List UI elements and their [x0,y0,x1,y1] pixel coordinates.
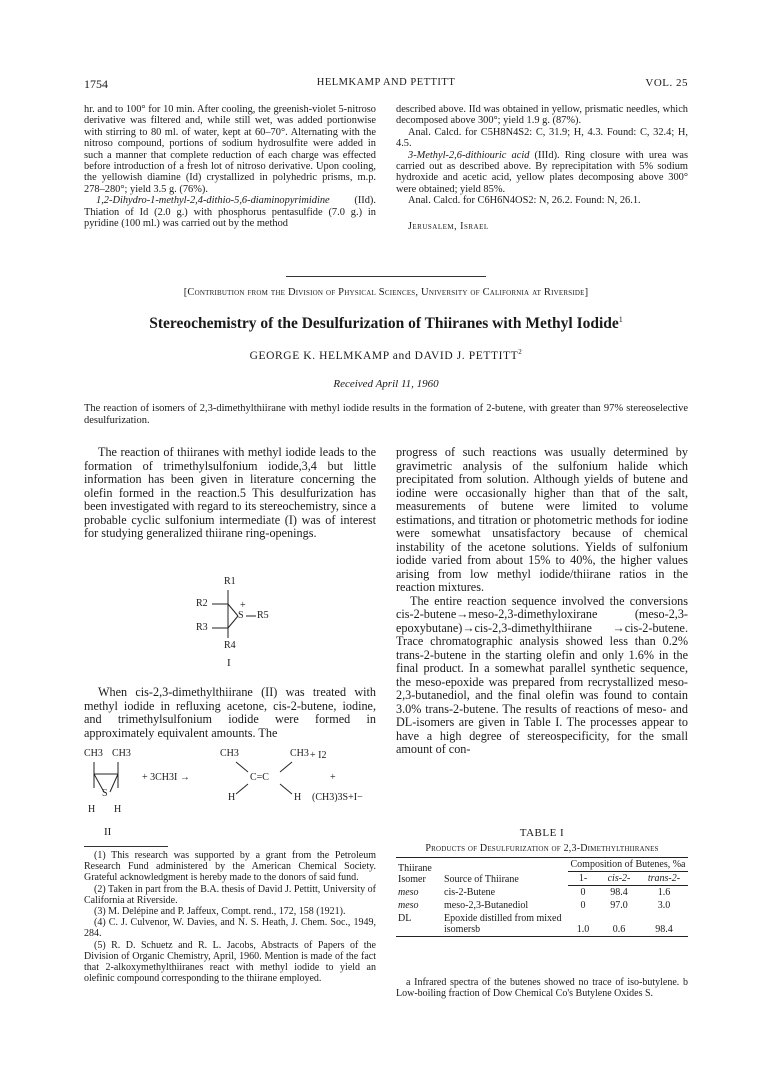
table-title: TABLE I [519,827,565,839]
subheader-trans: trans-2- [640,872,688,886]
substituent-r3: R3 [196,622,208,633]
footnote-2: (2) Taken in part from the B.A. thesis of David J. Pettitt, University of California at Riverside. [84,883,376,906]
contribution-line: [Contribution from the Division of Physical Sciences, University of California at Riverside] [183,287,589,298]
column-header-source: Source of Thiirane [442,858,568,886]
analysis-line-2: Anal. Calcd. for C6H6N4OS2: N, 26.2. Found: N, 26.1. [408,195,641,207]
section-divider [286,276,486,277]
compound-heading: 1,2-Dihydro-1-methyl-2,4-dithio-5,6-diaminopyrimidine [96,195,330,207]
substituent-r4: R4 [224,640,236,651]
previous-article-left-column [84,104,376,229]
column-header-isomer: Thiirane Isomer [396,858,442,886]
sequence-paragraph: The entire reaction sequence involved the conversions cis-2-butene→meso-2,3-dimethyloxirane (meso-2,3-epoxybutane)→cis-2,3-dimethylthiirane →cis-2-butene. Trace chromatographic analysis showed less than 0.2% trans-2-butene in the starting olefin and only 1.6% in the final product. In a somewhat parallel synthetic sequence, the meso-epoxide was prepared from recrystallized meso-2,3-butanediol, and the final olefin was found to contain 3.0% trans-2-butene. The results of reactions of meso- and DL-isomers are given in Table I. The processes appear to have a high degree of stereospecificity, for the small amount of con- [396,593,688,756]
title-footnote-mark: 1 [618,315,623,324]
results-table [396,857,688,937]
table-notes [396,977,688,999]
body-left-column [84,446,376,541]
table-footnote: a Infrared spectra of the butenes showed no trace of iso-butylene. b Low-boiling fraction of Dow Chemical Co's Butylene Oxides S. [396,977,688,1000]
table-header-row [396,858,688,872]
cell-source: Epoxide distilled from mixed isomersb [442,912,568,937]
compound-text-2: (IIId). Ring closure with urea was carried out as described above. By reprecipitation with 5% sodium hydroxide and acetic acid, yellow plates decomposing above 300° were obtained; yield 85%. [396,149,688,195]
cell-source: cis-2-Butene [444,886,496,898]
subheader-1-butene: 1- [568,872,598,886]
substituent-r1: R1 [224,576,236,587]
hydrogen-b: H [114,804,122,815]
body-left-paragraph-2 [84,686,376,740]
substituent-r5: R5 [257,610,269,621]
substituent-r2: R2 [196,598,208,609]
column-header-composition: Composition of Butenes, %a [568,858,688,872]
iodine-product: + I2 [310,750,327,761]
page-number: 1754 [84,77,108,91]
running-title: HELMKAMP AND PETTITT [316,77,456,88]
hydrogen-d: H [294,792,302,803]
intro-paragraph: The reaction of thiiranes with methyl iodide leads to the formation of trimethylsulfonium iodide,3,4 but little information has been given in literature concerning the olefin formed in the reaction.5 This desulfurization has been investigated with regard to its stereochemistry, since a probable cyclic sulfonium intermediate (I) was of interest for studying generalized thiirane ring-openings. [84,445,376,540]
analysis-line: Anal. Calcd. for C5H8N4S2: C, 31.9; H, 4.3. Found: C, 32.4; H, 4.5. [396,126,688,150]
methyl-a: CH3 [84,748,103,759]
abstract: The reaction of isomers of 2,3-dimethylthiirane with methyl iodide results in the formation of 2-butene, with greater than 97% stereoselective desulfurization. [84,403,688,426]
cell-1-butene: 0 [580,887,586,898]
table-caption: Products of Desulfurization of 2,3-Dimethylthiiranes [425,843,659,854]
running-head [84,77,688,93]
cell-1-butene: 1.0 [568,912,598,937]
structure-I [190,576,270,651]
compound-paragraph: (IId). Thiation of Id (2.0 g.) with phosphorus pentasulfide (7.0 g.) in pyridine (100 ml.) was carried out by the method [84,195,376,230]
compound-heading-paragraph [84,195,376,229]
author-location: Jerusalem, Israel [408,220,489,232]
table-row [396,912,688,937]
cell-isomer: meso [398,886,419,898]
cell-isomer: meso [398,900,419,911]
sulfur-atom: S [238,610,244,621]
methyl-b: CH3 [112,748,131,759]
footnote-4: (4) C. J. Culvenor, W. Davies, and N. S. Heath, J. Chem. Soc., 1949, 284. [84,917,376,940]
structure-II-label: II [104,826,112,838]
volume-label: VOL. 25 [645,77,688,89]
footnote-rule [84,846,168,847]
article-title-text: Stereochemistry of the Desulfurization of Thiiranes with Methyl Iodide [149,315,619,333]
hydrogen-a: H [88,804,96,815]
compound-heading-2: 3-Methyl-2,6-dithiouric acid [408,149,530,161]
compound-paragraph-2 [396,150,688,196]
cell-1-butene: 0 [580,900,586,911]
experimental-paragraph-cont: described above. IId was obtained in yellow, prismatic needles, which decomposed above 300°; yield 1.9 g. (87%). [396,104,688,127]
results-paragraph: progress of such reactions was usually determined by gravimetric analysis of the sulfonium halide which precipitated from solution. Although yields of butene and iodine were occasionally higher than that of the salt, measurements of butene were limited to volume estimations, and titration or photometric methods for iodine were somewhat unsatisfactory because of chemical instability of the acetone solutions. Yields of sulfonium iodide varied from about 15% to 40%, the higher values arising from low methyl iodide/thiirane ratios in the reaction mixtures. [396,445,688,594]
cell-cis: 0.6 [598,912,640,937]
methyl-d: CH3 [290,748,309,759]
subheader-cis: cis-2- [598,872,640,886]
received-date: Received April 11, 1960 [333,378,439,390]
positive-charge: + [240,600,246,611]
hydrogen-c: H [228,792,236,803]
table-row [396,899,688,912]
reaction-paragraph: When cis-2,3-dimethylthiirane (II) was treated with methyl iodide in refluxing acetone, cis-2-butene, iodine, and trimethylsulfonium iodide were formed in approximately equivalent amounts. The [84,685,376,740]
reagent-and-arrow: + 3CH3I → [142,772,190,783]
structure-I-label: I [227,657,231,669]
author-footnote-mark: 2 [518,348,523,356]
thiirane-sulfur: S [102,788,108,799]
footnote-3: (3) M. Delépine and P. Jaffeux, Compt. rend., 172, 158 (1921). [94,906,346,918]
cell-cis: 98.4 [610,887,628,898]
sulfonium-salt: (CH3)3S+I− [312,792,363,803]
double-bond: C=C [250,772,269,783]
methyl-c: CH3 [220,748,239,759]
reaction-bonds [84,748,376,824]
previous-article-right-column [396,104,688,232]
cell-trans: 3.0 [657,900,671,911]
footnotes [84,850,376,984]
footnote-5: (5) R. D. Schuetz and R. L. Jacobs, Abstracts of Papers of the Division of Organic Chemistry, April, 1960. Mention is made of the fact that 2-alkoxymethylthiiranes react with methyl iodide to yield an olefinic compound corresponding to the thiirane employed. [84,939,376,985]
author-byline [84,348,688,362]
table-row [396,886,688,900]
footnote-1: (1) This research was supported by a grant from the Petroleum Research Fund administered by the American Chemical Society. Grateful acknowledgment is hereby made to the donors of said fund. [84,850,376,884]
cell-isomer: DL [396,912,442,937]
cell-trans: 98.4 [640,912,688,937]
experimental-paragraph: hr. and to 100° for 10 min. After cooling, the greenish-violet 5-nitroso derivative was filtered and, while still wet, was added portionwise with stirring to 80 ml. of water, kept at 60–70°. Alternating with the nitroso compound, portions of sodium hydrosulfite were added in such a manner that complete reduction of each charge was effected before introduction of a fresh lot of nitroso derivative. Upon cooling, the yellowish diamine (Id) crystallized in polyhedric prisms, m.p. 278–280°; yield 3.5 g. (76%). [84,104,376,195]
body-right-column [396,446,688,757]
reaction-scheme-II [84,748,376,824]
article-title [84,315,688,333]
cell-source: meso-2,3-Butanediol [444,900,529,911]
cell-cis: 97.0 [610,900,628,911]
author-names: GEORGE K. HELMKAMP and DAVID J. PETTITT [249,349,519,362]
plus-sign: + [330,772,336,783]
cell-trans: 1.6 [657,887,671,898]
